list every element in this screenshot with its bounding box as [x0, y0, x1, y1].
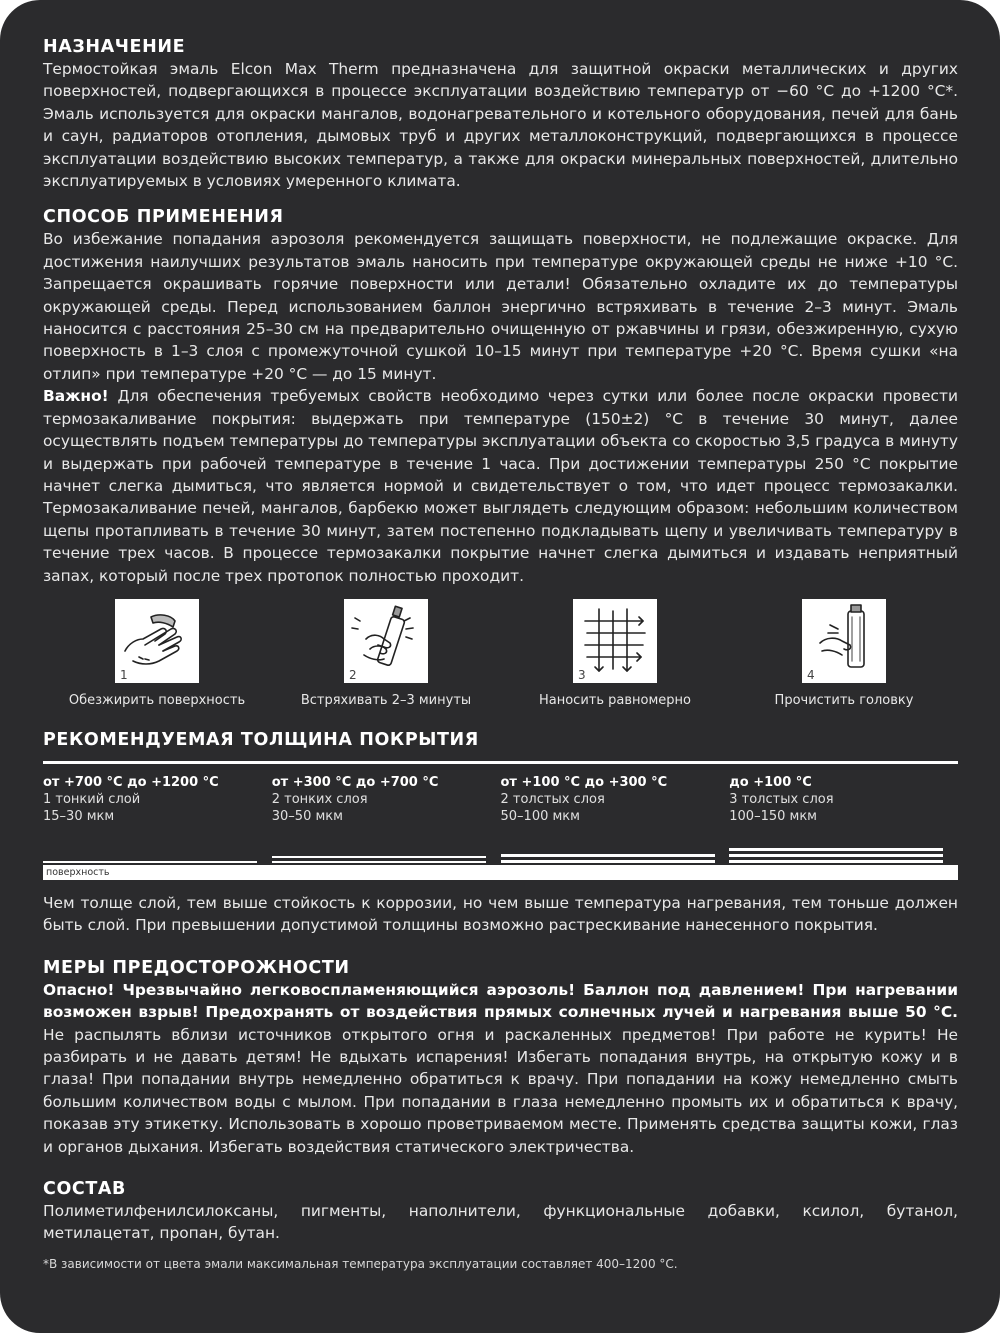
- shake-can-icon: [344, 599, 428, 683]
- step-shake: [286, 599, 486, 708]
- surface-label: поверхность: [46, 866, 110, 878]
- step-degrease: [57, 599, 257, 708]
- application-text: Во избежание попадания аэрозоля рекомендуется защищать поверхности, не подлежащие окраске. Для достижения наилучших результатов эмаль наносить при температуре окружающей среды не ниже +10 °C. Запрещается окрашивать горячие поверхности или детали! Обязательно охладите их до температуры окружающей среды. Перед использованием баллон энергично встряхивать в течение 2–3 минут. Эмаль наносится с расстояния 25–30 см на предварительно очищенную от ржавчины и грязи, обезжиренную, сухую поверхность в 1–3 слоя с промежуточной сушкой 10–15 минут при температуре +20 °C. Время сушки «на отлип» при температуре +20 °C — до 15 минут.: [43, 230, 958, 383]
- footnote: *В зависимости от цвета эмали максимальная температура эксплуатации составляет 400–1200 °C.: [43, 1256, 678, 1271]
- layer-description: 2 тонких слоя: [271, 791, 368, 807]
- precautions-section: [43, 957, 958, 1158]
- layer-microns: 100–150 мкм: [729, 808, 817, 824]
- temperature-range: от +300 °C до +700 °C: [271, 774, 439, 790]
- step-caption: Встряхивать 2–3 минуты: [300, 692, 472, 708]
- composition-text: Полиметилфенилсилоксаны, пигменты, наполнители, функциональные добавки, ксилол, бутанол, метилацетат, пропан, бутан.: [43, 1202, 958, 1243]
- purpose-heading: НАЗНАЧЕНИЕ: [43, 37, 186, 57]
- step-number: 1: [120, 667, 128, 682]
- composition-heading: СОСТАВ: [43, 1179, 126, 1199]
- thickness-column: [272, 774, 501, 863]
- temperature-range: от +700 °C до +1200 °C: [43, 774, 219, 790]
- step-clean: [744, 599, 944, 708]
- layer-line: [729, 860, 943, 863]
- temperature-range: от +100 °C до +300 °C: [500, 774, 668, 790]
- step-number: 4: [807, 667, 815, 682]
- thickness-column: [43, 774, 272, 863]
- layer-microns: 15–30 мкм: [43, 808, 115, 824]
- precautions-warning: Опасно! Чрезвычайно легковоспламеняющийся аэрозоль! Баллон под давлением! При нагревании возможен взрыв! Предохранять от воздействия прямых солнечных лучей и нагревания выше 50 °C.: [43, 980, 958, 1022]
- thickness-heading: РЕКОМЕНДУЕМАЯ ТОЛЩИНА ПОКРЫТИЯ: [43, 729, 479, 750]
- layer-line: [729, 854, 943, 857]
- layer-line: [43, 861, 257, 863]
- step-apply: [515, 599, 715, 708]
- layer-line: [501, 860, 715, 863]
- thickness-column: [729, 774, 958, 863]
- important-paragraph: [43, 385, 958, 587]
- layer-description: 2 толстых слоя: [500, 791, 605, 807]
- step-caption: Обезжирить поверхность: [68, 692, 246, 708]
- step-caption: Прочистить головку: [774, 692, 914, 708]
- purpose-text: Термостойкая эмаль Elcon Max Therm предназначена для защитной окраски металлических и других поверхностей, подвергающихся в процессе эксплуатации воздействию температур от −60 °C до +1200 °C*. Эмаль используется для окраски мангалов, водонагревательного и котельного оборудования, печей для бань и саун, радиаторов отопления, дымовых труб и других металлоконструкций, подвергающихся в процессе эксплуатации воздействию высоких температур, а также для окраски минеральных поверхностей, длительно эксплуатируемых в условиях умеренного климата.: [43, 60, 958, 191]
- application-steps: [43, 599, 958, 708]
- layer-microns: 50–100 мкм: [500, 808, 580, 824]
- layer-diagram: [43, 833, 272, 863]
- thickness-column: [501, 774, 730, 863]
- temperature-range: до +100 °C: [729, 774, 812, 790]
- layer-description: 3 толстых слоя: [729, 791, 834, 807]
- step-caption: Наносить равномерно: [538, 692, 691, 708]
- thickness-table: [43, 774, 958, 863]
- precautions-text: [43, 979, 958, 1158]
- layer-diagram: [272, 833, 501, 863]
- precautions-heading: МЕРЫ ПРЕДОСТОРОЖНОСТИ: [43, 957, 350, 978]
- layer-microns: 30–50 мкм: [271, 808, 343, 824]
- surface-bar: [43, 865, 958, 880]
- precautions-details: Не распылять вблизи источников открытого огня и раскаленных предметов! При работе не курить! Не разбирать и не давать детям! Не вдыхать испарения! Избегать попадания внутрь, на открытую кожу и в глаза! При попадании внутрь немедленно обратиться к врачу. При попадании на кожу немедленно смыть большим количеством воды с мылом. При попадании в глаза немедленно промыть их и обратиться к врачу, показав эту этикетку. Использовать в хорошо проветриваемом месте. Применять средства защиты кожи, глаз и органов дыхания. Избегать воздействия статического электричества.: [43, 1025, 958, 1156]
- application-heading: СПОСОБ ПРИМЕНЕНИЯ: [43, 207, 284, 228]
- layer-line: [501, 854, 715, 857]
- clean-nozzle-icon: [802, 599, 886, 683]
- hand-wipe-icon: [115, 599, 199, 683]
- thickness-section: [43, 729, 958, 937]
- application-section: [43, 206, 958, 587]
- layer-line: [272, 861, 486, 863]
- thickness-note: Чем толще слой, тем выше стойкость к коррозии, но чем выше температура нагревания, тем тоньше должен быть слой. При превышении допустимой толщины возможно растрескивание нанесенного покрытия.: [43, 893, 958, 935]
- purpose-section: [43, 36, 958, 192]
- layer-line: [729, 848, 943, 851]
- layer-diagram: [729, 833, 958, 863]
- composition-section: [43, 1178, 958, 1245]
- thickness-rule: [43, 761, 958, 764]
- spray-pattern-icon: [573, 599, 657, 683]
- layer-description: 1 тонкий слой: [43, 791, 141, 807]
- important-text: Для обеспечения требуемых свойств необходимо через сутки или более после окраски провести термозакаливание покрытия: выдержать при температуре (150±2) °C в течение 30 минут, далее осуществлять подъем температуры до температуры эксплуатации объекта со скоростью 3,5 градуса в минуту и выдержать при рабочей температуре в течение 1 часа. При достижении температуры 250 °C покрытие начнет слегка дымиться, что является нормой и свидетельствует о том, что идет процесс термозакалки. Термозакаливание печей, мангалов, барбекю может выглядеть следующим образом: небольшим количеством щепы протапливать в течение 30 минут, затем постепенно подкладывать щепу и увеличивать температуру в течение трех часов. В процессе термозакалки покрытие начнет слегка дымиться и издавать неприятный запах, который после трех протопок полностью проходит.: [43, 387, 958, 585]
- layer-diagram: [501, 833, 730, 863]
- step-number: 2: [349, 667, 357, 682]
- layer-line: [272, 856, 486, 858]
- step-number: 3: [578, 667, 586, 682]
- important-label: Важно!: [43, 387, 109, 406]
